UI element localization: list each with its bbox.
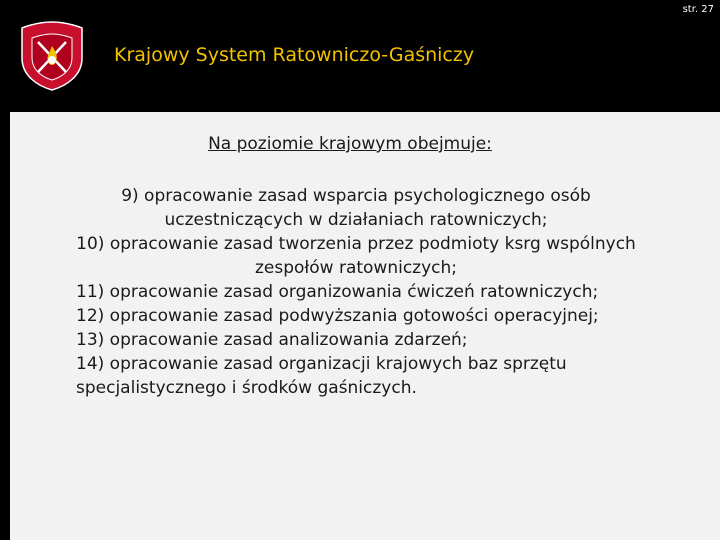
list-item: 11) opracowanie zasad organizowania ćwiczeń ratowniczych;: [76, 282, 599, 302]
fire-brigade-emblem-icon: [18, 20, 86, 92]
list-item: 12) opracowanie zasad podwyższania gotowości operacyjnej;: [76, 306, 599, 326]
list-item: 14) opracowanie zasad organizacji krajowych baz sprzętu specjalistycznego i środków gaśniczych.: [76, 354, 567, 398]
item-list: [76, 184, 636, 400]
page-title: Krajowy System Ratowniczo-Gaśniczy: [114, 44, 475, 66]
section-subtitle: Na poziomie krajowym obejmuje:: [208, 134, 492, 154]
list-item: 9) opracowanie zasad wsparcia psychologicznego osób uczestniczących w działaniach ratowniczych;: [121, 186, 591, 230]
slide-content: [10, 112, 720, 540]
slide-header: [0, 0, 720, 112]
list-item: 13) opracowanie zasad analizowania zdarzeń;: [76, 330, 468, 350]
list-item: 10) opracowanie zasad tworzenia przez podmioty ksrg wspólnych zespołów ratowniczych;: [76, 234, 636, 278]
page-number: str. 27: [682, 4, 714, 15]
